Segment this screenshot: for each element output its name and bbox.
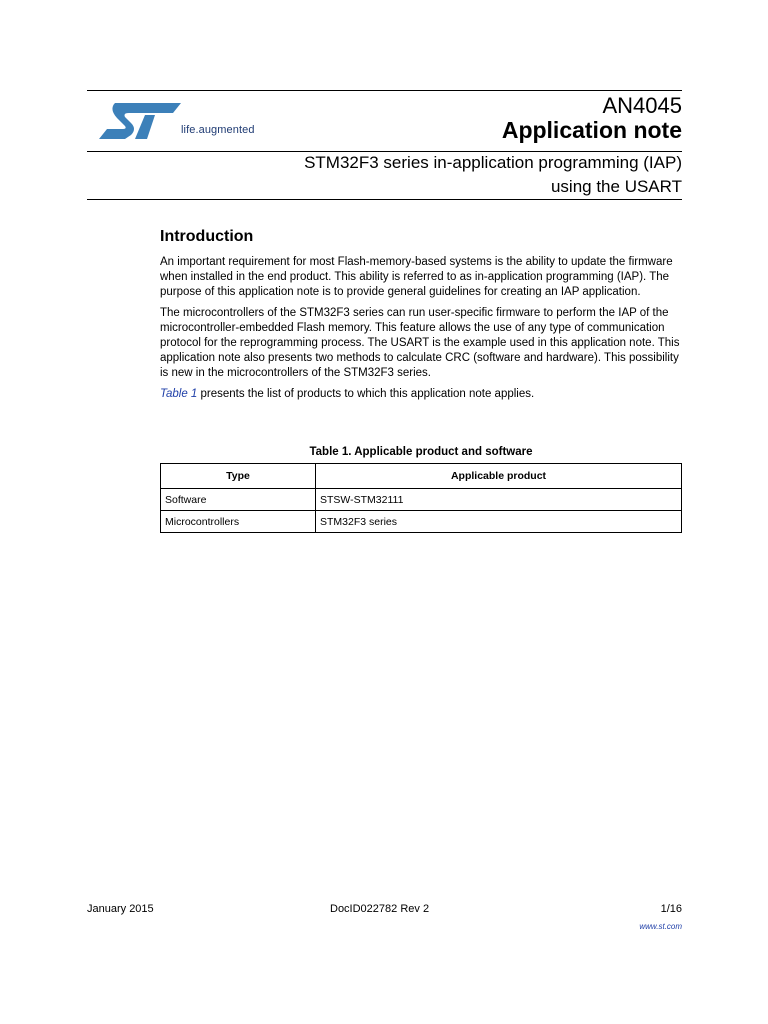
- applicable-products-table: [160, 463, 682, 533]
- column-header-applicable-product: Applicable product: [316, 464, 682, 489]
- column-header-type: Type: [161, 464, 316, 489]
- subtitle-rule: [87, 199, 682, 200]
- table-cell: STSW-STM32111: [316, 489, 682, 511]
- doc-number: AN4045: [602, 93, 682, 118]
- table-header-row: [161, 464, 682, 489]
- footer-date: January 2015: [87, 903, 154, 915]
- table-row: [161, 511, 682, 533]
- title-line-2: using the USART: [550, 177, 682, 196]
- top-rule: [87, 90, 682, 91]
- doc-type: Application note: [501, 117, 682, 143]
- intro-paragraph-1: An important requirement for most Flash-memory-based systems is the ability to update the firmware when installed in the end product. This ability is referred to as in-application programming (IAP). The purpose of this application note is to provide general guidelines for creating an IAP application.: [160, 256, 673, 298]
- document-title: [182, 151, 682, 199]
- footer-website-link[interactable]: www.st.com: [639, 922, 682, 931]
- footer-doc-id: DocID022782 Rev 2: [330, 903, 430, 915]
- table-1-link[interactable]: Table 1: [160, 388, 198, 400]
- introduction-section: [160, 228, 682, 408]
- table-cell: Microcontrollers: [161, 511, 316, 533]
- table-caption: Table 1. Applicable product and software: [309, 446, 533, 458]
- section-heading: Introduction: [160, 228, 254, 245]
- table-cell: Software: [161, 489, 316, 511]
- intro-paragraph-3-text: presents the list of products to which this application note applies.: [197, 388, 535, 400]
- table-row: [161, 489, 682, 511]
- table-cell: STM32F3 series: [316, 511, 682, 533]
- title-line-1: STM32F3 series in-application programming (IAP): [304, 153, 682, 172]
- intro-paragraph-3: [160, 387, 682, 402]
- brand-tagline: life.augmented: [181, 124, 255, 136]
- intro-paragraph-2: The microcontrollers of the STM32F3 series can run user-specific firmware to perform the IAP of the microcontroller-embedded Flash memory. This feature allows the use of any type of communication protocol for the reprogramming process. The USART is the example used in this application note. This application note also presents two methods to calculate CRC (software and hardware). This possibility is new in the microcontrollers of the STM32F3 series.: [160, 307, 680, 379]
- footer-page-number: 1/16: [660, 903, 682, 915]
